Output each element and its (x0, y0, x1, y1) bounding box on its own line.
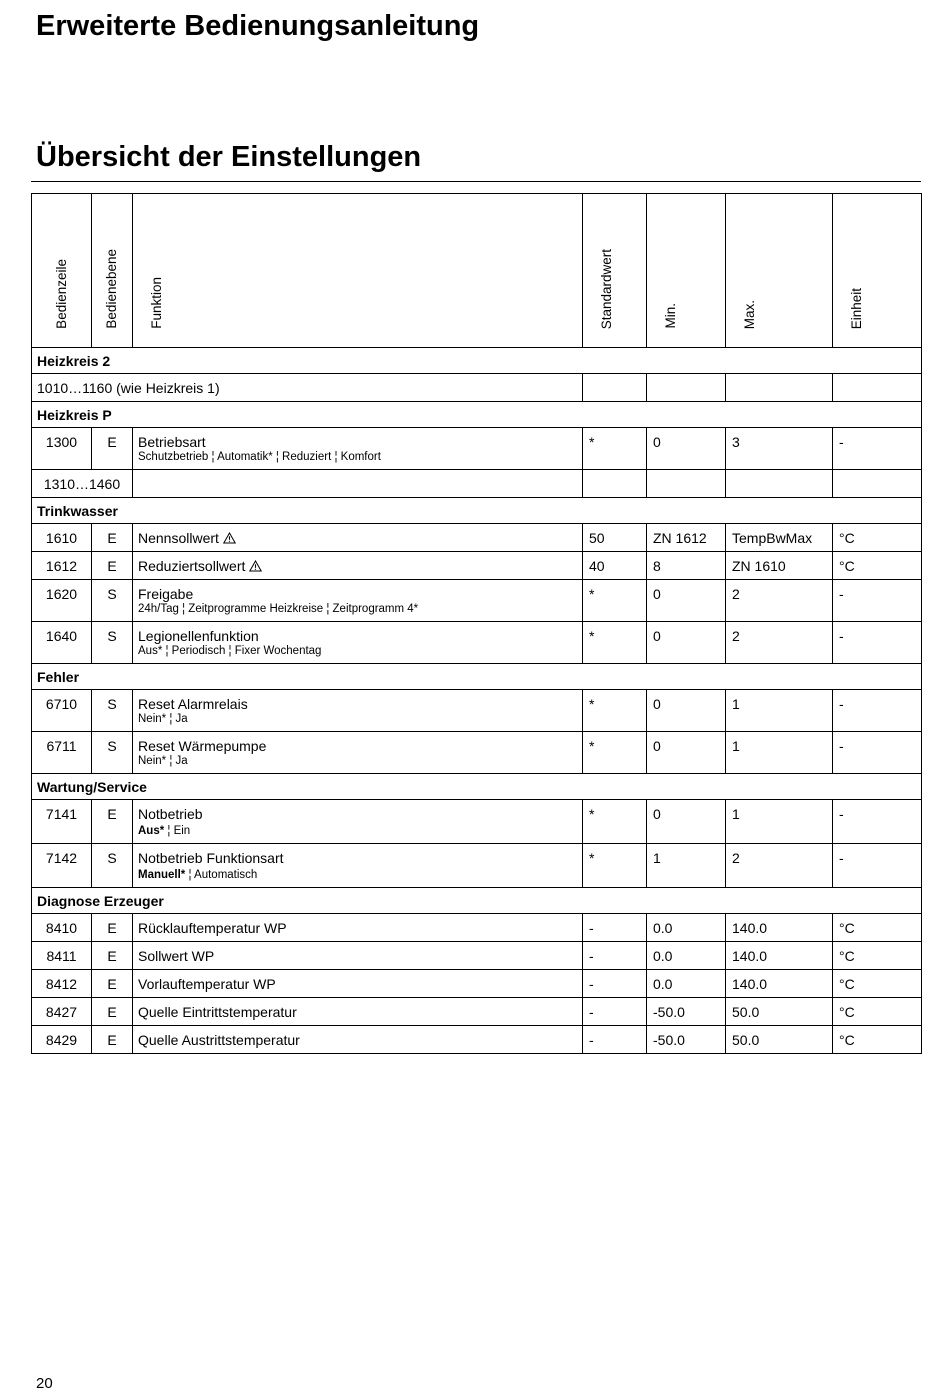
unit-value: - (833, 732, 922, 774)
line-number: 7141 (32, 800, 92, 844)
level: S (92, 690, 133, 732)
level: E (92, 524, 133, 552)
max-value: 1 (726, 800, 833, 844)
unit-value: - (833, 844, 922, 888)
unit-value: - (833, 428, 922, 470)
level: S (92, 580, 133, 622)
function-options: Aus* ¦ Ein (138, 825, 191, 837)
line-number: 6710 (32, 690, 92, 732)
function-cell (133, 800, 583, 844)
range-text: 1310…1460 (32, 470, 133, 498)
max-value: 140.0 (726, 942, 833, 970)
function-name: Quelle Eintrittstemperatur (133, 998, 583, 1026)
level: S (92, 732, 133, 774)
section-title: Übersicht der Einstellungen (36, 141, 422, 173)
settings-table (31, 193, 922, 1054)
table-row (32, 942, 922, 970)
col-header-unit: Einheit (833, 194, 922, 348)
function-options: Nein* ¦ Ja (138, 755, 188, 767)
default-value: * (583, 622, 647, 664)
unit-value: - (833, 622, 922, 664)
function-name: Notbetrieb Funktionsart (138, 850, 284, 866)
document-title: Erweiterte Bedienungsanleitung (36, 10, 480, 42)
function-cell (133, 580, 583, 622)
line-number: 8410 (32, 914, 92, 942)
function-cell (133, 428, 583, 470)
unit-value: °C (833, 524, 922, 552)
line-number: 1300 (32, 428, 92, 470)
table-row (32, 374, 922, 402)
col-header-default: Standardwert (583, 194, 647, 348)
unit-value: °C (833, 1026, 922, 1054)
function-cell (133, 690, 583, 732)
table-row (32, 552, 922, 580)
max-value: 2 (726, 622, 833, 664)
section-row (32, 664, 922, 690)
level: E (92, 552, 133, 580)
level: S (92, 622, 133, 664)
default-value: * (583, 844, 647, 888)
level: S (92, 844, 133, 888)
level: E (92, 428, 133, 470)
section-title-wartung-service: Wartung/Service (32, 774, 922, 800)
function-cell (133, 622, 583, 664)
range-text: 1010…1160 (wie Heizkreis 1) (32, 374, 583, 402)
table-row (32, 998, 922, 1026)
function-name: Nennsollwert (138, 530, 219, 546)
default-value: - (583, 998, 647, 1026)
section-title-heizkreis-2: Heizkreis 2 (32, 348, 922, 374)
max-value: 2 (726, 580, 833, 622)
col-header-min: Min. (647, 194, 726, 348)
min-value: ZN 1612 (647, 524, 726, 552)
header-row (32, 194, 922, 348)
function-name: Betriebsart (138, 434, 206, 450)
line-number: 1640 (32, 622, 92, 664)
min-value: 0.0 (647, 970, 726, 998)
function-cell (133, 524, 583, 552)
warning-triangle-icon (249, 559, 262, 575)
level: E (92, 998, 133, 1026)
max-value: 2 (726, 844, 833, 888)
min-value: 0 (647, 428, 726, 470)
table-row (32, 970, 922, 998)
line-number: 8429 (32, 1026, 92, 1054)
page-number: 20 (36, 1375, 53, 1392)
table-row (32, 800, 922, 844)
min-value: 0 (647, 622, 726, 664)
section-title-heizkreis-p: Heizkreis P (32, 402, 922, 428)
default-value: 50 (583, 524, 647, 552)
line-number: 7142 (32, 844, 92, 888)
function-name: Freigabe (138, 586, 194, 602)
max-value: 140.0 (726, 970, 833, 998)
min-value: 1 (647, 844, 726, 888)
max-value: 3 (726, 428, 833, 470)
unit-value: °C (833, 552, 922, 580)
function-options: Schutzbetrieb ¦ Automatik* ¦ Reduziert ¦ Komfort (138, 451, 381, 463)
level: E (92, 914, 133, 942)
col-header-max: Max. (726, 194, 833, 348)
min-value: -50.0 (647, 998, 726, 1026)
col-header-line: Bedienzeile (32, 194, 92, 348)
section-row (32, 774, 922, 800)
col-header-level: Bedienebene (92, 194, 133, 348)
table-row (32, 524, 922, 552)
table-row (32, 580, 922, 622)
default-value: * (583, 800, 647, 844)
max-value: 140.0 (726, 914, 833, 942)
section-title-fehler: Fehler (32, 664, 922, 690)
level: E (92, 970, 133, 998)
min-value: -50.0 (647, 1026, 726, 1054)
line-number: 1610 (32, 524, 92, 552)
section-row (32, 348, 922, 374)
function-name: Sollwert WP (133, 942, 583, 970)
section-row (32, 402, 922, 428)
default-value: - (583, 942, 647, 970)
unit-value: °C (833, 998, 922, 1026)
min-value: 8 (647, 552, 726, 580)
function-name: Rücklauftemperatur WP (133, 914, 583, 942)
min-value: 0 (647, 732, 726, 774)
function-options: 24h/Tag ¦ Zeitprogramme Heizkreise ¦ Zeitprogramm 4* (138, 603, 419, 615)
level: E (92, 1026, 133, 1054)
function-cell (133, 552, 583, 580)
default-value: - (583, 1026, 647, 1054)
level: E (92, 942, 133, 970)
function-options: Aus* ¦ Periodisch ¦ Fixer Wochentag (138, 645, 322, 657)
default-value: * (583, 580, 647, 622)
section-row (32, 888, 922, 914)
function-name: Reset Alarmrelais (138, 696, 248, 712)
line-number: 1620 (32, 580, 92, 622)
default-value: * (583, 428, 647, 470)
table-row (32, 844, 922, 888)
table-row (32, 1026, 922, 1054)
max-value: 50.0 (726, 1026, 833, 1054)
unit-value: - (833, 580, 922, 622)
function-options: Manuell* ¦ Automatisch (138, 869, 258, 881)
section-title-diagnose-erzeuger: Diagnose Erzeuger (32, 888, 922, 914)
unit-value: °C (833, 970, 922, 998)
function-name: Reset Wärmepumpe (138, 738, 267, 754)
function-name: Quelle Austrittstemperatur (133, 1026, 583, 1054)
function-cell (133, 844, 583, 888)
line-number: 8412 (32, 970, 92, 998)
default-value: - (583, 970, 647, 998)
line-number: 8427 (32, 998, 92, 1026)
function-name: Vorlauftemperatur WP (133, 970, 583, 998)
max-value: 50.0 (726, 998, 833, 1026)
function-name: Notbetrieb (138, 806, 203, 822)
unit-value: - (833, 690, 922, 732)
line-number: 1612 (32, 552, 92, 580)
table-row (32, 470, 922, 498)
default-value: * (583, 690, 647, 732)
unit-value: °C (833, 914, 922, 942)
unit-value: °C (833, 942, 922, 970)
table-row (32, 732, 922, 774)
warning-triangle-icon (223, 531, 236, 547)
table-row (32, 914, 922, 942)
section-row (32, 498, 922, 524)
unit-value: - (833, 800, 922, 844)
function-name: Legionellenfunktion (138, 628, 259, 644)
max-value: 1 (726, 690, 833, 732)
col-header-function: Funktion (133, 194, 583, 348)
min-value: 0.0 (647, 942, 726, 970)
min-value: 0.0 (647, 914, 726, 942)
min-value: 0 (647, 800, 726, 844)
line-number: 6711 (32, 732, 92, 774)
default-value: 40 (583, 552, 647, 580)
default-value: - (583, 914, 647, 942)
level: E (92, 800, 133, 844)
min-value: 0 (647, 580, 726, 622)
table-row (32, 690, 922, 732)
default-value: * (583, 732, 647, 774)
table-row (32, 428, 922, 470)
min-value: 0 (647, 690, 726, 732)
function-options: Nein* ¦ Ja (138, 713, 188, 725)
function-name: Reduziertsollwert (138, 558, 246, 574)
max-value: 1 (726, 732, 833, 774)
table-row (32, 622, 922, 664)
title-rule (31, 181, 921, 182)
max-value: ZN 1610 (726, 552, 833, 580)
line-number: 8411 (32, 942, 92, 970)
function-cell (133, 732, 583, 774)
max-value: TempBwMax (726, 524, 833, 552)
section-title-trinkwasser: Trinkwasser (32, 498, 922, 524)
